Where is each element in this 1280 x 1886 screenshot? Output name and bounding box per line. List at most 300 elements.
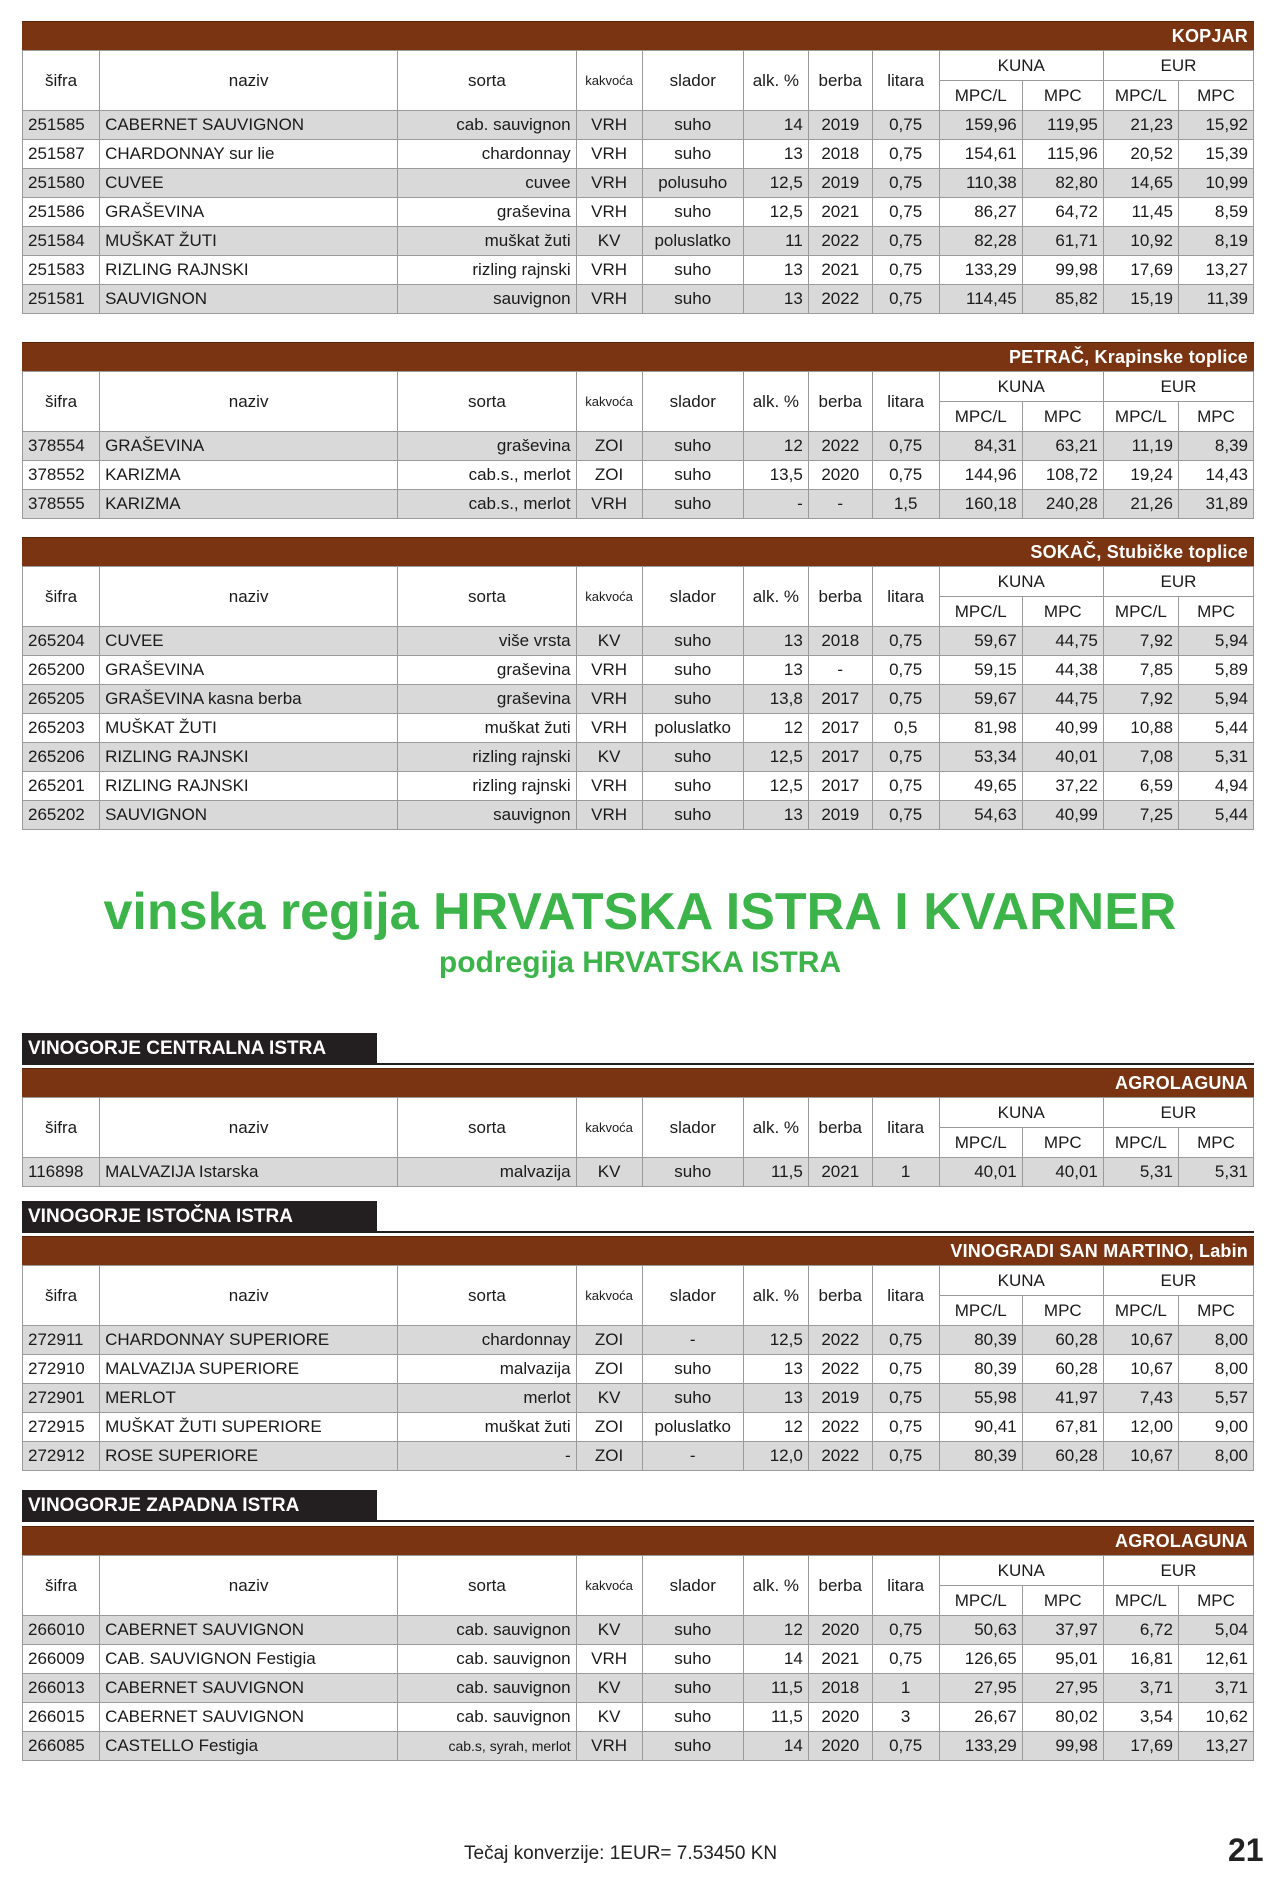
header-alk: alk. % [743, 51, 808, 111]
table-cell: 12,0 [743, 1442, 808, 1471]
table-cell: suho [642, 1674, 743, 1703]
table-cell: 12,00 [1103, 1413, 1178, 1442]
table-cell: KV [576, 1384, 642, 1413]
table-cell: 13 [743, 627, 808, 656]
header-kakvoca: kakvoća [576, 51, 642, 111]
producer-bar [22, 1236, 1254, 1265]
table-row [23, 1326, 1254, 1355]
table-cell: 114,45 [939, 285, 1022, 314]
table-row [23, 1703, 1254, 1732]
table-row [23, 1616, 1254, 1645]
header-naziv: naziv [100, 1556, 398, 1616]
table-row [23, 169, 1254, 198]
header-mpcl: MPC/L [1103, 81, 1178, 111]
table-cell: 5,89 [1178, 656, 1253, 685]
table-cell: 2021 [808, 198, 872, 227]
table-cell: 10,67 [1103, 1442, 1178, 1471]
table-cell: 40,99 [1022, 801, 1103, 830]
table-cell: 37,97 [1022, 1616, 1103, 1645]
table-cell: 2022 [808, 1355, 872, 1384]
table-cell: 3,71 [1178, 1674, 1253, 1703]
header-mpc: MPC [1022, 1296, 1103, 1326]
table-cell: cab. sauvignon [398, 1616, 576, 1645]
header-sifra: šifra [23, 51, 100, 111]
table-cell: 40,01 [1022, 743, 1103, 772]
table-cell: 14 [743, 1645, 808, 1674]
wine-table [22, 566, 1254, 830]
wine-table [22, 371, 1254, 519]
header-naziv: naziv [100, 372, 398, 432]
table-cell: 40,99 [1022, 714, 1103, 743]
header-alk: alk. % [743, 1266, 808, 1326]
table-cell: 80,39 [939, 1442, 1022, 1471]
header-mpcl: MPC/L [1103, 1128, 1178, 1158]
header-mpc: MPC [1178, 597, 1253, 627]
table-cell: VRH [576, 685, 642, 714]
table-cell: cab. sauvignon [398, 1674, 576, 1703]
header-litara: litara [872, 1556, 939, 1616]
divider [22, 1520, 1254, 1522]
table-cell: 2017 [808, 743, 872, 772]
table-cell: 53,34 [939, 743, 1022, 772]
header-litara: litara [872, 1098, 939, 1158]
table-cell: 5,31 [1178, 743, 1253, 772]
header-litara: litara [872, 1266, 939, 1326]
table-cell: 82,28 [939, 227, 1022, 256]
table-cell: 1,5 [872, 490, 939, 519]
table-cell: 0,75 [872, 461, 939, 490]
table-cell: suho [642, 1384, 743, 1413]
page-number: 21 [1228, 1832, 1264, 1868]
table-cell: 160,18 [939, 490, 1022, 519]
table-cell: 251587 [23, 140, 100, 169]
table-cell: 2019 [808, 1384, 872, 1413]
table-cell: 8,39 [1178, 432, 1253, 461]
table-cell: 86,27 [939, 198, 1022, 227]
table-cell: 0,75 [872, 1355, 939, 1384]
table-cell: CUVEE [100, 627, 398, 656]
table-cell: suho [642, 1616, 743, 1645]
table-cell: VRH [576, 111, 642, 140]
table-cell: KV [576, 1158, 642, 1187]
producer-bar [22, 342, 1254, 371]
table-cell: 7,25 [1103, 801, 1178, 830]
table-cell: 116898 [23, 1158, 100, 1187]
table-cell: 2022 [808, 1413, 872, 1442]
header-mpc: MPC [1022, 1128, 1103, 1158]
table-cell: 13 [743, 801, 808, 830]
table-cell: 1 [872, 1158, 939, 1187]
header-kuna: KUNA [939, 567, 1103, 597]
table-cell: 7,85 [1103, 656, 1178, 685]
table-cell: 4,94 [1178, 772, 1253, 801]
table-cell: 240,28 [1022, 490, 1103, 519]
table-cell: 0,75 [872, 627, 939, 656]
table-cell: 0,75 [872, 432, 939, 461]
table-cell: 5,31 [1103, 1158, 1178, 1187]
table-cell: 0,75 [872, 140, 939, 169]
table-cell: rizling rajnski [398, 772, 576, 801]
table-cell: 266009 [23, 1645, 100, 1674]
header-row [23, 372, 1254, 402]
table-cell: muškat žuti [398, 227, 576, 256]
table-cell: 159,96 [939, 111, 1022, 140]
table-row [23, 432, 1254, 461]
header-slador: slador [642, 567, 743, 627]
header-row [23, 51, 1254, 81]
table-cell: 7,43 [1103, 1384, 1178, 1413]
table-cell: 26,67 [939, 1703, 1022, 1732]
table-cell: - [808, 490, 872, 519]
header-kuna: KUNA [939, 1556, 1103, 1586]
region-subtitle: podregija HRVATSKA ISTRA [438, 946, 842, 979]
table-cell: poluslatko [642, 1413, 743, 1442]
header-sifra: šifra [23, 372, 100, 432]
table-cell: 37,22 [1022, 772, 1103, 801]
table-cell: 10,99 [1178, 169, 1253, 198]
header-sorta: sorta [398, 51, 576, 111]
header-sifra: šifra [23, 1556, 100, 1616]
table-cell: 60,28 [1022, 1442, 1103, 1471]
table-cell: 2019 [808, 169, 872, 198]
table-cell: - [642, 1326, 743, 1355]
table-cell: 64,72 [1022, 198, 1103, 227]
table-row [23, 198, 1254, 227]
table-cell: VRH [576, 801, 642, 830]
table-cell: suho [642, 1732, 743, 1761]
header-mpc: MPC [1178, 402, 1253, 432]
table-cell: 99,98 [1022, 1732, 1103, 1761]
table-cell: ZOI [576, 1355, 642, 1384]
table-row [23, 801, 1254, 830]
header-mpc: MPC [1178, 1128, 1253, 1158]
table-cell: suho [642, 490, 743, 519]
table-cell: 12,5 [743, 1326, 808, 1355]
conversion-rate: Tečaj konverzije: 1EUR= 7.53450 KN [464, 1843, 778, 1864]
table-cell: 0,75 [872, 111, 939, 140]
table-cell: graševina [398, 198, 576, 227]
table-cell: chardonnay [398, 140, 576, 169]
table-cell: MUŠKAT ŽUTI [100, 227, 398, 256]
header-litara: litara [872, 567, 939, 627]
table-cell: CHARDONNAY SUPERIORE [100, 1326, 398, 1355]
table-cell: poluslatko [642, 227, 743, 256]
table-cell: 2017 [808, 685, 872, 714]
table-cell: 12,5 [743, 198, 808, 227]
table-cell: VRH [576, 772, 642, 801]
table-cell: 265202 [23, 801, 100, 830]
table-cell: 13,8 [743, 685, 808, 714]
header-sifra: šifra [23, 567, 100, 627]
table-cell: VRH [576, 1732, 642, 1761]
table-cell: 80,02 [1022, 1703, 1103, 1732]
table-cell: 14 [743, 111, 808, 140]
table-row [23, 656, 1254, 685]
table-cell: 3 [872, 1703, 939, 1732]
table-cell: CUVEE [100, 169, 398, 198]
table-cell: 12 [743, 714, 808, 743]
table-cell: 2022 [808, 285, 872, 314]
vinogorje-label: VINOGORJE CENTRALNA ISTRA [22, 1033, 377, 1065]
table-cell: 95,01 [1022, 1645, 1103, 1674]
table-cell: 0,75 [872, 656, 939, 685]
table-cell: 13 [743, 1355, 808, 1384]
table-cell: 5,94 [1178, 685, 1253, 714]
table-cell: 82,80 [1022, 169, 1103, 198]
table-cell: 7,92 [1103, 685, 1178, 714]
table-cell: 272915 [23, 1413, 100, 1442]
table-cell: 5,57 [1178, 1384, 1253, 1413]
table-cell: - [642, 1442, 743, 1471]
header-alk: alk. % [743, 567, 808, 627]
table-cell: polusuho [642, 169, 743, 198]
table-cell: 19,24 [1103, 461, 1178, 490]
table-cell: graševina [398, 685, 576, 714]
header-naziv: naziv [100, 1266, 398, 1326]
table-cell: MALVAZIJA Istarska [100, 1158, 398, 1187]
table-cell: 90,41 [939, 1413, 1022, 1442]
table-cell: 12 [743, 1616, 808, 1645]
table-cell: muškat žuti [398, 714, 576, 743]
table-cell: CABERNET SAUVIGNON [100, 111, 398, 140]
table-cell: ROSE SUPERIORE [100, 1442, 398, 1471]
table-cell: rizling rajnski [398, 256, 576, 285]
table-cell: 272910 [23, 1355, 100, 1384]
table-cell: 5,44 [1178, 801, 1253, 830]
table-cell: 2017 [808, 772, 872, 801]
table-cell: 0,75 [872, 1326, 939, 1355]
header-mpc: MPC [1022, 597, 1103, 627]
header-sorta: sorta [398, 372, 576, 432]
table-cell: 85,82 [1022, 285, 1103, 314]
table-cell: 80,39 [939, 1355, 1022, 1384]
table-cell: 55,98 [939, 1384, 1022, 1413]
table-cell: cuvee [398, 169, 576, 198]
table-cell: 0,75 [872, 227, 939, 256]
table-cell: MERLOT [100, 1384, 398, 1413]
table-cell: 10,92 [1103, 227, 1178, 256]
table-cell: 265205 [23, 685, 100, 714]
header-litara: litara [872, 51, 939, 111]
table-cell: suho [642, 801, 743, 830]
producer-name: VINOGRADI SAN MARTINO, Labin [950, 1241, 1248, 1261]
header-eur: EUR [1103, 1098, 1253, 1128]
table-cell: sauvignon [398, 801, 576, 830]
table-cell: 0,75 [872, 198, 939, 227]
header-eur: EUR [1103, 372, 1253, 402]
header-slador: slador [642, 1098, 743, 1158]
header-kakvoca: kakvoća [576, 567, 642, 627]
vinogorje-label: VINOGORJE ZAPADNA ISTRA [22, 1490, 377, 1522]
table-cell: suho [642, 743, 743, 772]
table-cell: 13 [743, 256, 808, 285]
table-cell: 6,59 [1103, 772, 1178, 801]
table-row [23, 1355, 1254, 1384]
table-cell: 59,15 [939, 656, 1022, 685]
table-row [23, 140, 1254, 169]
producer-bar [22, 1068, 1254, 1097]
table-cell: više vrsta [398, 627, 576, 656]
table-cell: suho [642, 656, 743, 685]
table-cell: 133,29 [939, 256, 1022, 285]
table-cell: 251583 [23, 256, 100, 285]
header-kakvoca: kakvoća [576, 1556, 642, 1616]
table-cell: VRH [576, 285, 642, 314]
table-cell: merlot [398, 1384, 576, 1413]
header-kakvoca: kakvoća [576, 1266, 642, 1326]
table-cell: RIZLING RAJNSKI [100, 772, 398, 801]
table-cell: 265206 [23, 743, 100, 772]
table-cell: 59,67 [939, 627, 1022, 656]
table-cell: 7,92 [1103, 627, 1178, 656]
table-cell: 11,5 [743, 1674, 808, 1703]
table-cell: 2018 [808, 140, 872, 169]
table-cell: 80,39 [939, 1326, 1022, 1355]
table-cell: CAB. SAUVIGNON Festigia [100, 1645, 398, 1674]
header-row [23, 1266, 1254, 1296]
table-cell: 2021 [808, 256, 872, 285]
table-cell: 272901 [23, 1384, 100, 1413]
table-cell: 2020 [808, 1703, 872, 1732]
table-cell: CABERNET SAUVIGNON [100, 1616, 398, 1645]
header-eur: EUR [1103, 51, 1253, 81]
table-cell: 12,5 [743, 772, 808, 801]
table-cell: 21,23 [1103, 111, 1178, 140]
table-cell: 13 [743, 285, 808, 314]
header-kakvoca: kakvoća [576, 1098, 642, 1158]
header-slador: slador [642, 1266, 743, 1326]
table-cell: 59,67 [939, 685, 1022, 714]
header-kuna: KUNA [939, 51, 1103, 81]
header-mpc: MPC [1022, 1586, 1103, 1616]
table-cell: 11,19 [1103, 432, 1178, 461]
header-mpcl: MPC/L [939, 81, 1022, 111]
table-cell: cab.s., merlot [398, 490, 576, 519]
table-cell: RIZLING RAJNSKI [100, 256, 398, 285]
table-cell: 2018 [808, 1674, 872, 1703]
table-cell: SAUVIGNON [100, 285, 398, 314]
header-eur: EUR [1103, 567, 1253, 597]
header-slador: slador [642, 1556, 743, 1616]
table-cell: ZOI [576, 1442, 642, 1471]
header-sorta: sorta [398, 1556, 576, 1616]
table-cell: 15,19 [1103, 285, 1178, 314]
table-cell: VRH [576, 169, 642, 198]
table-cell: 0,75 [872, 1645, 939, 1674]
table-cell: VRH [576, 490, 642, 519]
header-mpcl: MPC/L [939, 402, 1022, 432]
table-cell: 133,29 [939, 1732, 1022, 1761]
table-cell: sauvignon [398, 285, 576, 314]
table-cell: 266013 [23, 1674, 100, 1703]
table-cell: RIZLING RAJNSKI [100, 743, 398, 772]
producer-name: SOKAČ, Stubičke toplice [1030, 542, 1248, 562]
header-kuna: KUNA [939, 372, 1103, 402]
table-cell: 266015 [23, 1703, 100, 1732]
table-cell: ZOI [576, 1413, 642, 1442]
table-row [23, 111, 1254, 140]
header-mpcl: MPC/L [939, 1296, 1022, 1326]
table-cell: 0,75 [872, 1732, 939, 1761]
producer-name: AGROLAGUNA [1115, 1531, 1248, 1551]
table-row [23, 685, 1254, 714]
table-cell: 12,5 [743, 743, 808, 772]
wine-table [22, 1097, 1254, 1187]
table-cell: 251580 [23, 169, 100, 198]
table-cell: 9,00 [1178, 1413, 1253, 1442]
header-row [23, 1098, 1254, 1128]
header-sifra: šifra [23, 1266, 100, 1326]
table-row [23, 285, 1254, 314]
table-cell: 272911 [23, 1326, 100, 1355]
table-cell: suho [642, 1703, 743, 1732]
header-mpcl: MPC/L [1103, 1586, 1178, 1616]
table-cell: 2022 [808, 432, 872, 461]
table-cell: 14,65 [1103, 169, 1178, 198]
table-cell: 10,67 [1103, 1355, 1178, 1384]
table-cell: suho [642, 461, 743, 490]
header-litara: litara [872, 372, 939, 432]
table-cell: suho [642, 432, 743, 461]
table-cell: 2021 [808, 1158, 872, 1187]
header-mpcl: MPC/L [939, 1586, 1022, 1616]
table-cell: 99,98 [1022, 256, 1103, 285]
table-cell: 40,01 [1022, 1158, 1103, 1187]
table-cell: suho [642, 1355, 743, 1384]
table-cell: poluslatko [642, 714, 743, 743]
table-cell: 2020 [808, 1616, 872, 1645]
table-cell: - [398, 1442, 576, 1471]
table-cell: muškat žuti [398, 1413, 576, 1442]
region-title: vinska regija HRVATSKA ISTRA I KVARNER [103, 883, 1177, 941]
table-cell: MUŠKAT ŽUTI [100, 714, 398, 743]
header-mpc: MPC [1178, 1586, 1253, 1616]
table-cell: 11,5 [743, 1703, 808, 1732]
table-cell: 15,92 [1178, 111, 1253, 140]
header-slador: slador [642, 372, 743, 432]
header-berba: berba [808, 1098, 872, 1158]
header-mpc: MPC [1178, 81, 1253, 111]
table-cell: 2018 [808, 627, 872, 656]
table-cell: 8,00 [1178, 1442, 1253, 1471]
table-cell: 13 [743, 140, 808, 169]
table-cell: VRH [576, 1645, 642, 1674]
header-alk: alk. % [743, 372, 808, 432]
table-cell: 0,75 [872, 169, 939, 198]
table-cell: 1 [872, 1674, 939, 1703]
producer-bar [22, 537, 1254, 566]
table-cell: 251585 [23, 111, 100, 140]
header-sorta: sorta [398, 567, 576, 627]
table-row [23, 461, 1254, 490]
table-row [23, 1384, 1254, 1413]
table-cell: suho [642, 140, 743, 169]
producer-name: KOPJAR [1171, 26, 1248, 46]
table-cell: 15,39 [1178, 140, 1253, 169]
table-cell: 84,31 [939, 432, 1022, 461]
table-cell: 0,75 [872, 1413, 939, 1442]
table-row [23, 1413, 1254, 1442]
table-cell: 5,94 [1178, 627, 1253, 656]
table-cell: 0,75 [872, 285, 939, 314]
table-cell: cab. sauvignon [398, 1645, 576, 1674]
table-cell: 272912 [23, 1442, 100, 1471]
table-cell: CABERNET SAUVIGNON [100, 1703, 398, 1732]
table-cell: 266085 [23, 1732, 100, 1761]
table-cell: - [808, 656, 872, 685]
table-cell: 13,5 [743, 461, 808, 490]
table-cell: 67,81 [1022, 1413, 1103, 1442]
